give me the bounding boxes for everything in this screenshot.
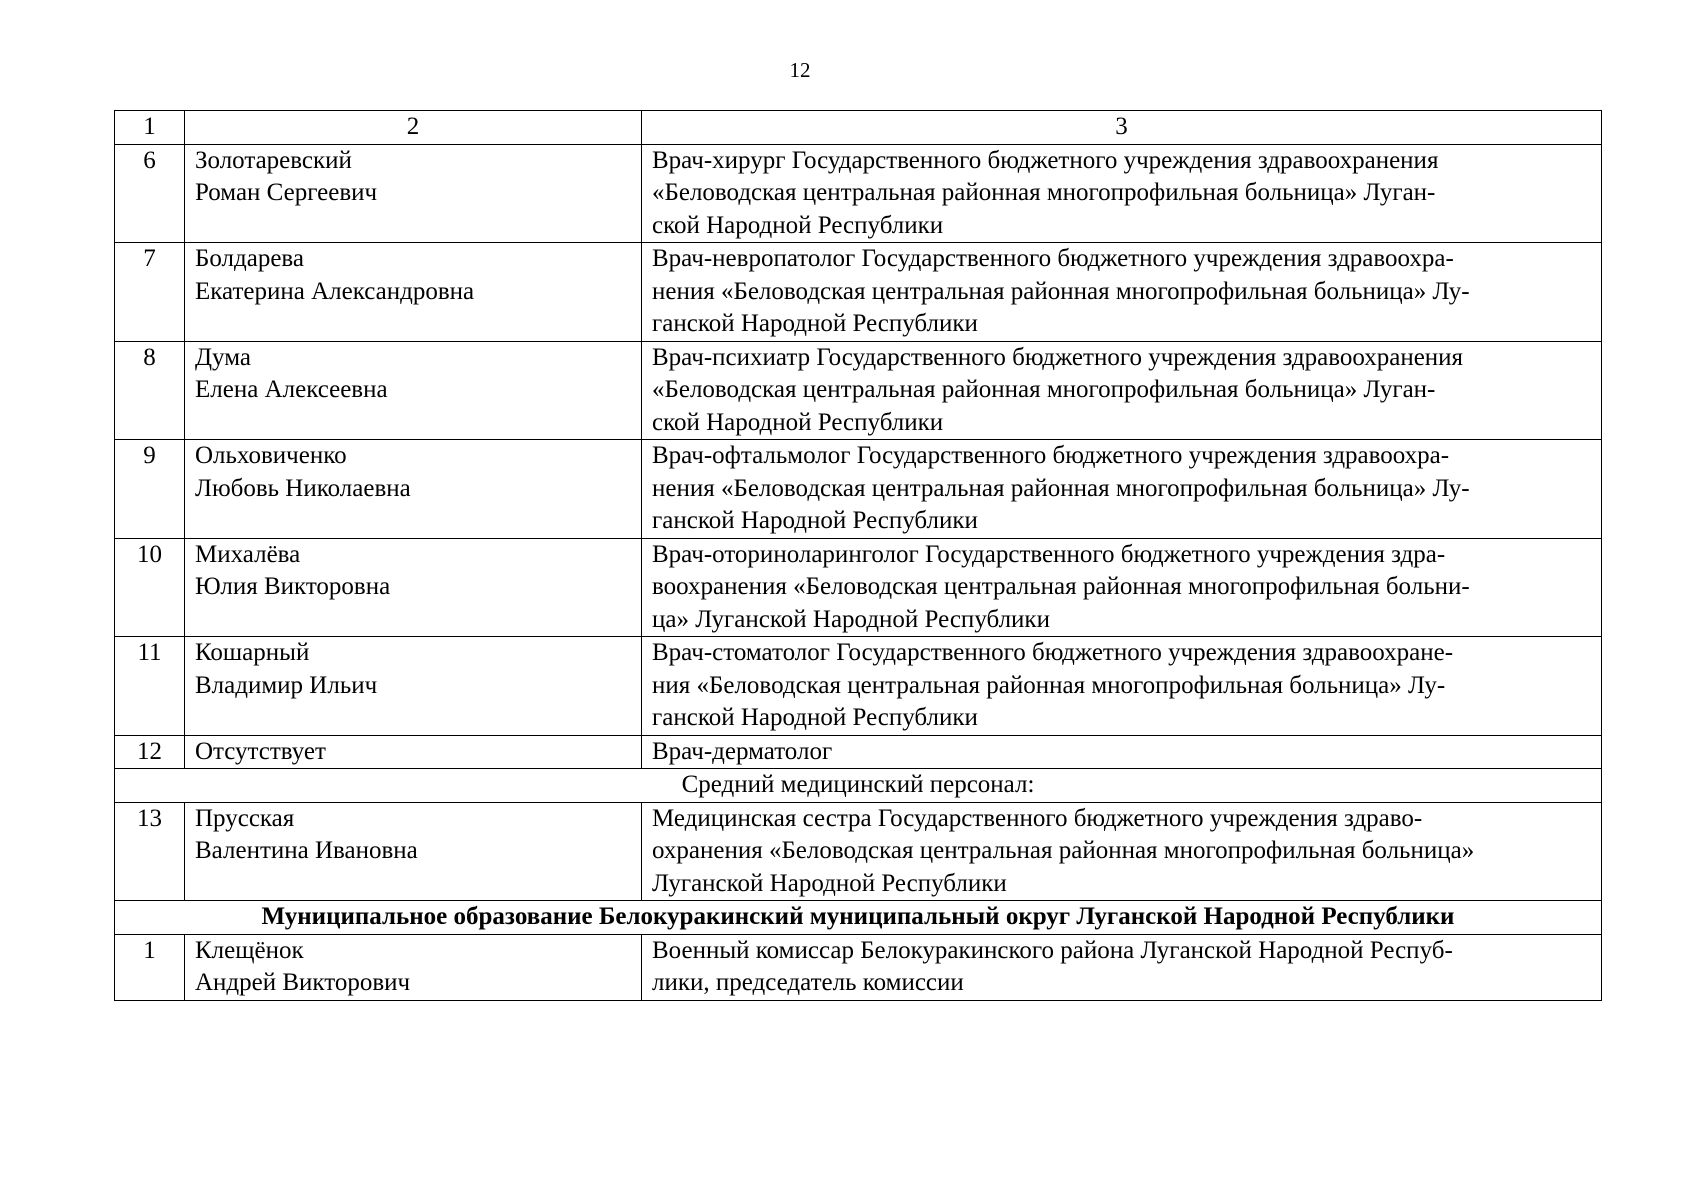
section-title-municipal: Муниципальное образование Белокуракинский муниципальный округ Луганской Народной Республики [115,901,1602,935]
row-number: 8 [115,341,185,440]
person-position [642,144,1602,243]
page-number: 12 [789,58,811,82]
position-line: ганской Народной Республики [652,310,978,337]
table-row [115,440,1602,539]
position-line: Врач-психиатр Государственного бюджетного учреждения здравоохранения [652,343,1464,371]
given-names: Елена Алексеевна [195,376,388,403]
person-name [185,341,642,440]
row-number: 6 [115,144,185,243]
table-row [115,735,1602,769]
position-line: Врач-офтальмолог Государственного бюджетного учреждения здравоохра- [652,442,1450,469]
table-row [115,802,1602,901]
surname: Отсутствует [195,737,326,765]
person-name [185,934,642,1000]
given-names: Юлия Викторовна [195,573,391,600]
person-position [642,341,1602,440]
position-line: охранения «Беловодская центральная районная многопрофильная больница» [652,837,1475,864]
table-row [115,934,1602,1000]
person-name [185,243,642,342]
position-line: лики, председатель комиссии [652,969,964,996]
given-names: Андрей Викторович [195,969,411,996]
position-line: «Беловодская центральная районная многопрофильная больница» Луган- [652,179,1436,206]
given-names: Владимир Ильич [195,671,378,699]
table-row [115,538,1602,637]
surname: Прусская [195,804,295,832]
position-line: ской Народной Республики [652,211,944,239]
person-position [642,802,1602,901]
row-number: 9 [115,440,185,539]
position-line: Луганской Народной Республики [652,869,1007,897]
row-number: 13 [115,802,185,901]
given-names: Любовь Николаевна [195,474,411,502]
column-header-2: 2 [185,111,642,145]
row-number: 1 [115,934,185,1000]
position-line: «Беловодская центральная районная многопрофильная больница» Луган- [652,376,1436,403]
position-line: воохранения «Беловодская центральная районная многопрофильная больни- [652,573,1470,600]
person-position [642,538,1602,637]
table-row [115,341,1602,440]
column-header-3: 3 [642,111,1602,145]
position-line: ской Народной Республики [652,408,944,436]
column-header-1: 1 [115,111,185,145]
section-title-mid-staff: Средний медицинский персонал: [115,769,1602,803]
section-row [115,769,1602,803]
position-line: Врач-стоматолог Государственного бюджетного учреждения здравоохране- [652,639,1454,666]
position-line: Врач-дерматолог [652,737,833,765]
given-names: Екатерина Александровна [195,277,475,305]
position-line: Медицинская сестра Государственного бюджетного учреждения здраво- [652,804,1423,832]
surname: Кошарный [195,639,310,666]
given-names: Роман Сергеевич [195,179,378,206]
position-line: ния «Беловодская центральная районная многопрофильная больница» Лу- [652,671,1446,699]
surname: Ольховиченко [195,442,347,469]
person-name [185,440,642,539]
position-line: Военный комиссар Белокуракинского района Луганской Народной Респуб- [652,936,1453,964]
table-header-row [115,111,1602,145]
commission-table [114,110,1602,1001]
person-position [642,735,1602,769]
person-position [642,243,1602,342]
person-position [642,440,1602,539]
surname: Дума [195,343,251,371]
person-position [642,637,1602,736]
row-number: 11 [115,637,185,736]
person-name [185,735,642,769]
position-line: ганской Народной Республики [652,507,978,534]
person-name [185,538,642,637]
table-row [115,637,1602,736]
row-number: 10 [115,538,185,637]
position-line: ганской Народной Республики [652,704,978,731]
section-row [115,901,1602,935]
person-position [642,934,1602,1000]
row-number: 7 [115,243,185,342]
surname: Клещёнок [195,936,304,964]
position-line: нения «Беловодская центральная районная многопрофильная больница» Лу- [652,474,1470,502]
surname: Михалёва [195,540,301,568]
position-line: ца» Луганской Народной Республики [652,605,1050,633]
person-name [185,637,642,736]
row-number: 12 [115,735,185,769]
person-name [185,802,642,901]
table-row [115,144,1602,243]
position-line: Врач-хирург Государственного бюджетного учреждения здравоохранения [652,146,1439,174]
surname: Золотаревский [195,146,352,174]
person-name [185,144,642,243]
position-line: Врач-оториноларинголог Государственного бюджетного учреждения здра- [652,540,1446,568]
table-row [115,243,1602,342]
surname: Болдарева [195,245,304,272]
position-line: нения «Беловодская центральная районная многопрофильная больница» Лу- [652,277,1470,305]
position-line: Врач-невропатолог Государственного бюджетного учреждения здравоохра- [652,245,1454,272]
given-names: Валентина Ивановна [195,837,418,864]
